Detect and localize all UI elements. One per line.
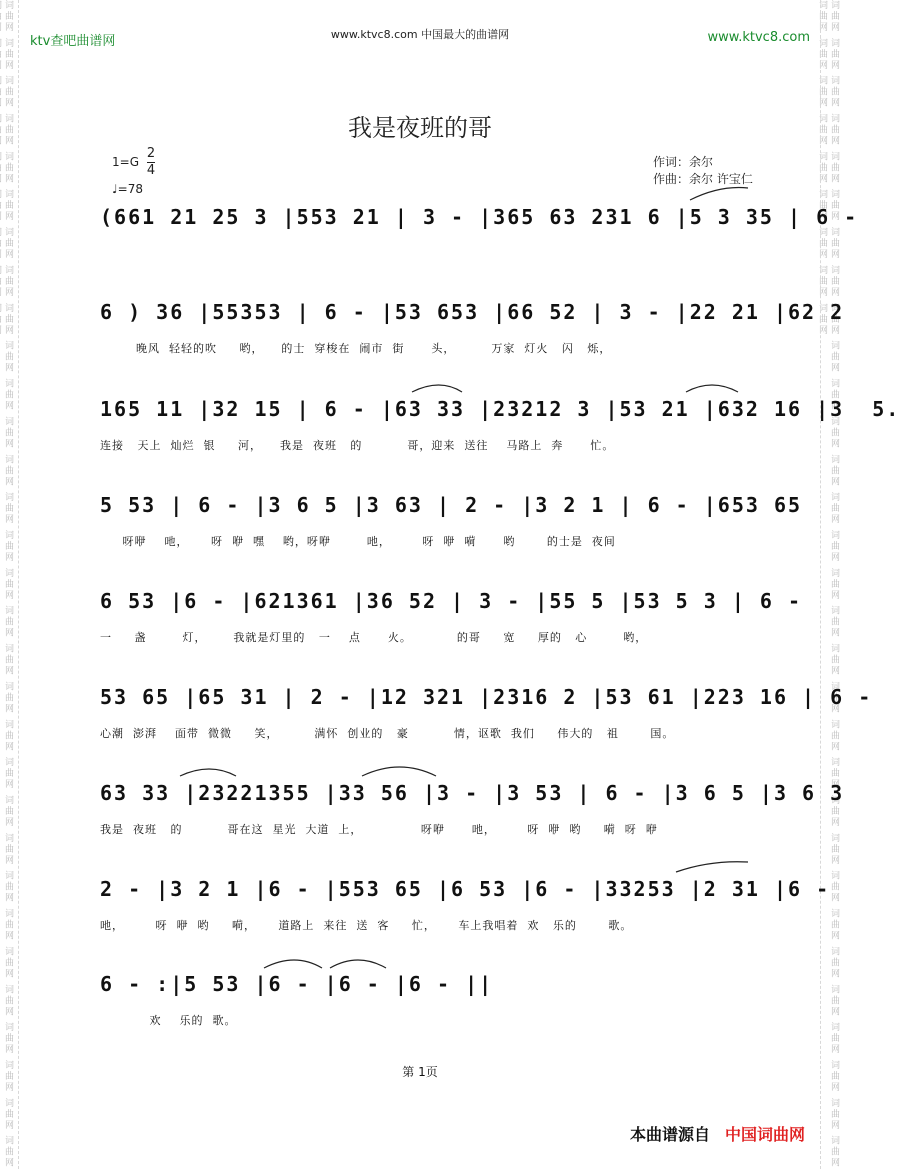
- slur-mark: [330, 960, 386, 968]
- lyric-text: 吔， 呀 咿 哟 嗬， 道路上 来往 送 客 忙， 车上我唱着 欢 乐的 歌。: [100, 919, 633, 932]
- lyricist-credit: 作词：余尔: [653, 155, 714, 169]
- watermark-left: 词曲网 词曲网 词曲网 词曲网 词曲网 词曲网 词曲网 词曲网 词曲网 词曲网 词曲网 词曲网 词曲网 词曲网 词曲网 词曲网 词曲网 词曲网 词曲网 词曲网 词曲网 词曲网 词曲网 词曲网 词曲网 词曲网 词曲网 词曲网 词曲网 词曲网 词曲网: [3, 0, 13, 1169]
- notation-text: 165 11 |32 15 | 6 - |63 33 |23212 3 |53 21 |632 16 |3 5.: [100, 397, 900, 421]
- page-title: 我是夜班的哥: [348, 114, 492, 142]
- slur-mark: [690, 188, 748, 201]
- source-brand-link[interactable]: 中国词曲网: [724, 1125, 805, 1144]
- header-site-url[interactable]: www.ktvc8.com: [707, 30, 810, 45]
- page-number: 第 1页: [402, 1065, 438, 1079]
- notation-text: 5 53 | 6 - |3 6 5 |3 63 | 2 - |3 2 1 | 6 - |653 65: [100, 493, 803, 517]
- time-numerator: 2: [146, 146, 156, 161]
- notation-text: 6 53 |6 - |621361 |36 52 | 3 - |55 5 |53 5 3 | 6 -: [100, 589, 803, 613]
- slur-mark: [686, 385, 738, 392]
- slur-mark: [180, 769, 236, 776]
- lyric-text: 心潮 澎湃 面带 微微 笑， 满怀 创业的 豪 情，讴歌 我们 伟大的 祖 国。: [100, 727, 675, 740]
- slur-mark: [412, 385, 462, 392]
- header-site-name[interactable]: ktv查吧曲谱网: [30, 34, 116, 49]
- source-label: 本曲谱源自: [629, 1125, 710, 1144]
- lyric-text: 连接 天上 灿烂 银 河， 我是 夜班 的 哥，迎来 送往 马路上 奔 忙。: [100, 439, 615, 452]
- slur-mark: [676, 862, 748, 872]
- composer-credit: 作曲：余尔 许宝仁: [653, 172, 753, 186]
- notation-text: 2 - |3 2 1 |6 - |553 65 |6 53 |6 - |33253 |2 31 |6 -: [100, 877, 831, 901]
- lyric-text: 我是 夜班 的 哥在这 星光 大道 上， 呀咿 吔， 呀 咿 哟 嗬 呀 咿: [100, 823, 658, 836]
- tempo-mark: ♩=78: [112, 182, 143, 196]
- notation-text: (661 21 25 3 |553 21 | 3 - |365 63 231 6 |5 3 35 | 6 -: [100, 205, 859, 229]
- key-label: 1=G: [112, 155, 139, 169]
- slur-mark: [362, 767, 436, 776]
- slur-mark: [264, 960, 322, 968]
- time-denominator: 4: [146, 163, 156, 178]
- watermark-right: 词曲网 词曲网 词曲网 词曲网 词曲网 词曲网 词曲网 词曲网 词曲网 词曲网 词曲网 词曲网 词曲网 词曲网 词曲网 词曲网 词曲网 词曲网 词曲网 词曲网 词曲网 词曲网 词曲网 词曲网 词曲网 词曲网 词曲网 词曲网 词曲网 词曲网 词曲网 词曲网 词曲网 词曲网 词曲网 词曲网 词曲网 词曲网 词曲网 词曲网: [817, 0, 839, 1169]
- lyric-text: 呀咿 吔， 呀 咿 嘿 哟，呀咿 吔， 呀 咿 嗬 哟 的士是 夜间: [100, 535, 616, 548]
- header-tagline: www.ktvc8.com 中国最大的曲谱网: [330, 28, 510, 41]
- notation-text: 6 - :|5 53 |6 - |6 - |6 - ||: [100, 972, 494, 996]
- notation-text: 53 65 |65 31 | 2 - |12 321 |2316 2 |53 61 |223 16 | 6 -: [100, 685, 873, 709]
- lyric-text: 晚风 轻轻的吹 哟， 的士 穿梭在 闹市 街 头， 万家 灯火 闪 烁，: [100, 342, 612, 355]
- lyric-text: 一 盏 灯， 我就是灯里的 一 点 火。 的哥 宽 厚的 心 哟，: [100, 631, 648, 644]
- lyric-text: 欢 乐的 歌。: [100, 1014, 237, 1027]
- notation-text: 63 33 |23221355 |33 56 |3 - |3 53 | 6 - |3 6 5 |3 6 3: [100, 781, 845, 805]
- notation-text: 6 ) 36 |55353 | 6 - |53 653 |66 52 | 3 - |22 21 |62 2: [100, 300, 845, 324]
